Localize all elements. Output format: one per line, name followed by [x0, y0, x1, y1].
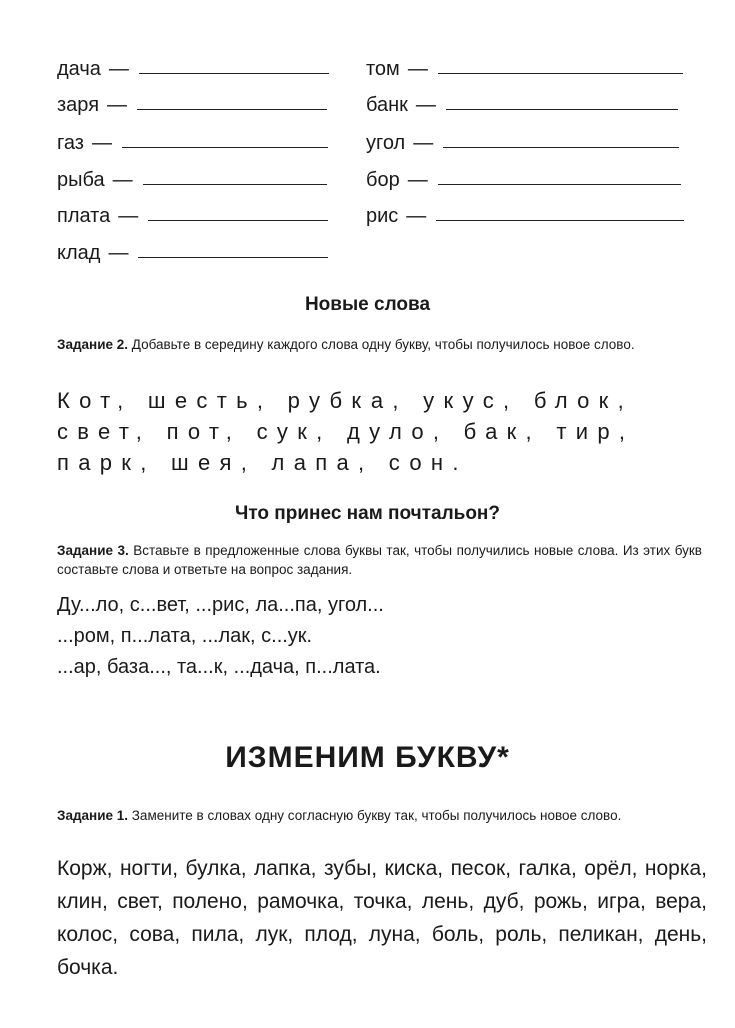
task-label: Задание 1.	[57, 808, 129, 823]
dash: —	[406, 205, 427, 227]
word: заря	[57, 94, 100, 116]
word: рыба	[57, 169, 105, 191]
task-label: Задание 3.	[57, 543, 129, 558]
fill-line-1: Ду...ло, с...вет, ...рис, ла...па, угол...	[57, 594, 384, 616]
answer-blank[interactable]	[446, 109, 678, 110]
word: дача	[57, 58, 101, 80]
answer-blank[interactable]	[137, 109, 327, 110]
fill-line-3: ...ар, база..., та...к, ...дача, п...лата.	[57, 656, 381, 678]
word-pair-right-5	[366, 203, 684, 227]
dash: —	[415, 94, 436, 116]
word-pair-right-4	[366, 167, 681, 191]
dash: —	[118, 205, 139, 227]
word: том	[366, 58, 400, 80]
word: рис	[366, 205, 399, 227]
word-pair-right-2	[366, 92, 678, 116]
task-1-instructions	[57, 806, 702, 825]
spaced-words-line-3: парк, шея, лапа, сон.	[57, 450, 468, 475]
task-label: Задание 2.	[57, 337, 129, 352]
word: бор	[366, 169, 400, 191]
dash: —	[413, 132, 434, 154]
answer-blank[interactable]	[438, 73, 683, 74]
fill-line-2: ...ром, п...лата, ...лак, с...ук.	[57, 625, 313, 647]
dash: —	[407, 169, 428, 191]
word-pair-left-4	[57, 167, 327, 191]
task-2-instructions	[57, 335, 702, 354]
word-pair-left-2	[57, 92, 327, 116]
spaced-words-line-2: свет, пот, сук, дуло, бак, тир,	[57, 419, 635, 444]
answer-blank[interactable]	[143, 184, 327, 185]
task-text: Замените в словах одну согласную букву так, чтобы получилось новое слово.	[131, 808, 622, 823]
dash: —	[107, 94, 128, 116]
answer-blank[interactable]	[438, 184, 681, 185]
answer-blank[interactable]	[148, 220, 328, 221]
answer-blank[interactable]	[436, 220, 684, 221]
word: банк	[366, 94, 408, 116]
word-pair-left-3	[57, 130, 328, 154]
word: угол	[366, 132, 406, 154]
word-pair-left-6	[57, 240, 328, 264]
answer-blank[interactable]	[139, 73, 329, 74]
dash: —	[108, 242, 129, 264]
answer-blank[interactable]	[443, 147, 679, 148]
word-pair-left-1	[57, 56, 329, 80]
answer-blank[interactable]	[122, 147, 328, 148]
dash: —	[112, 169, 133, 191]
answer-blank[interactable]	[138, 257, 328, 258]
word: газ	[57, 132, 84, 154]
word-pair-left-5	[57, 203, 328, 227]
word: плата	[57, 205, 111, 227]
section-title-change-letter: ИЗМЕНИМ БУКВУ*	[225, 741, 510, 774]
task-text: Вставьте в предложенные слова буквы так, чтобы получились новые слова. Из этих букв составьте слова и ответьте на вопрос задания.	[57, 543, 702, 577]
task-text: Добавьте в середину каждого слова одну букву, чтобы получилось новое слово.	[131, 337, 635, 352]
section-title-postman: Что принес нам почтальон?	[234, 503, 501, 524]
spaced-words-line-1: Кот, шесть, рубка, укус, блок,	[57, 388, 633, 413]
dash: —	[108, 58, 129, 80]
word-list-paragraph: Корж, ногти, булка, лапка, зубы, киска, песок, галка, орёл, норка, клин, свет, полено, рамочка, точка, лень, дуб, рожь, игра, вера, колос, сова, пила, лук, плод, луна, боль, роль, пеликан, день, бочка.	[57, 857, 707, 979]
task-3-instructions	[57, 541, 702, 579]
dash: —	[407, 58, 428, 80]
word-pair-right-3	[366, 130, 679, 154]
word: клад	[57, 242, 101, 264]
word-pair-right-1	[366, 56, 683, 80]
dash: —	[91, 132, 112, 154]
section-title-new-words: Новые слова	[304, 294, 431, 315]
